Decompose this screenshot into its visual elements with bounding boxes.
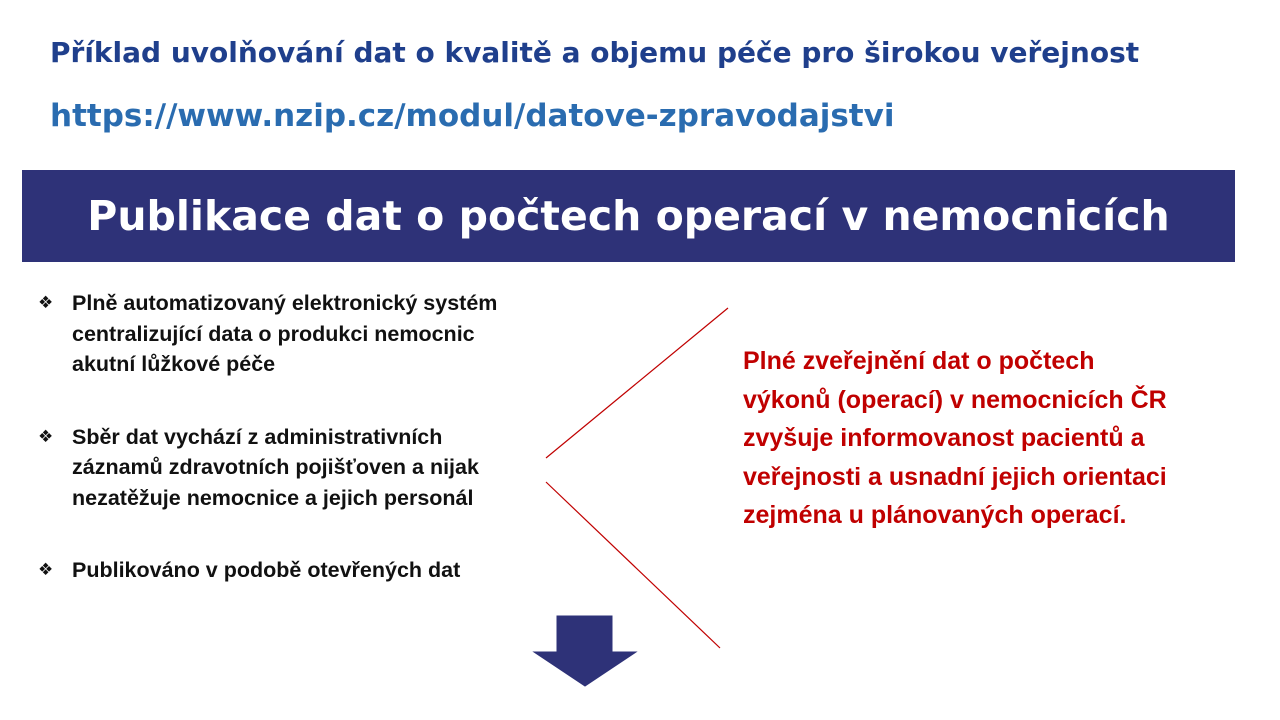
bullet-item xyxy=(38,555,518,586)
bullet-text: Plně automatizovaný elektronický systém centralizující data o produkci nemocnic akutní lůžkové péče xyxy=(72,291,498,376)
bullet-list xyxy=(38,288,518,586)
diamond-bullet-icon: ❖ xyxy=(38,293,54,312)
bullet-text: Publikováno v podobě otevřených dat xyxy=(72,558,461,582)
angle-brace-icon xyxy=(540,300,740,660)
title-banner xyxy=(22,170,1235,262)
diamond-bullet-icon: ❖ xyxy=(38,426,54,446)
conclusion-text: Plné zveřejnění dat o počtech výkonů (operací) v nemocnicích ČR zvyšuje informovanost pacientů a veřejnosti a usnadní jejich orientaci zejména u plánovaných operací. xyxy=(743,347,1167,530)
bullet-text: Sběr dat vychází z administrativních záznamů zdravotních pojišťoven a nijak nezatěžuje nemocnice a jejich personál xyxy=(72,424,479,510)
slide-subtitle: Příklad uvolňování dat o kvalitě a objemu péče pro širokou veřejnost xyxy=(50,36,1140,69)
bullet-item xyxy=(38,288,518,380)
diamond-bullet-icon: ❖ xyxy=(38,560,54,579)
source-url-link[interactable]: https://www.nzip.cz/modul/datove-zpravodajstvi xyxy=(50,98,895,134)
banner-title: Publikace dat o počtech operací v nemocnicích xyxy=(87,192,1170,240)
bullet-item xyxy=(38,422,518,514)
